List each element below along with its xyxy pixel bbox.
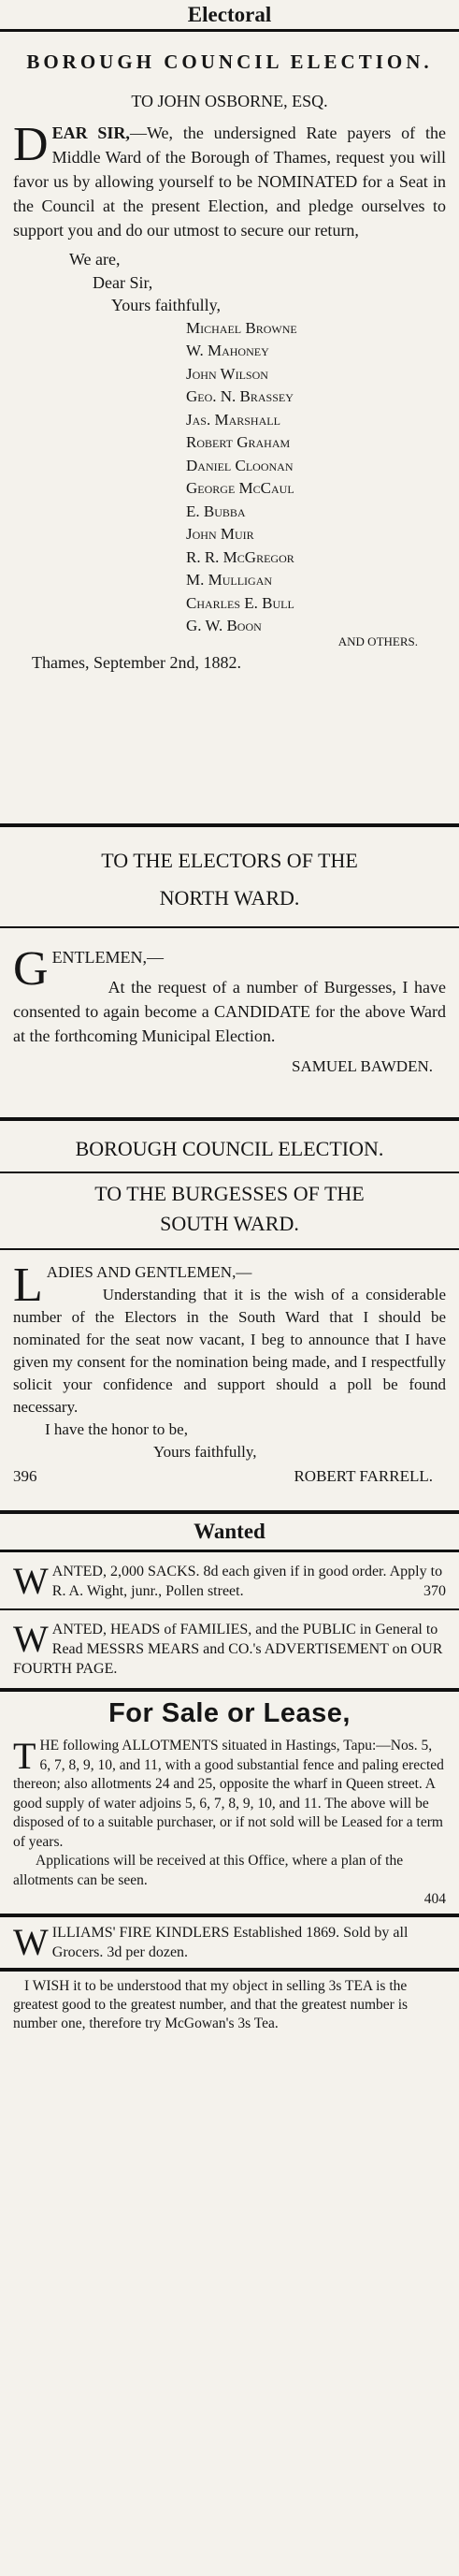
body-text: At the request of a number of Burgesses, I have consented to again become a CANDIDATE for the above Ward at the forthcoming Municipal Election. <box>13 978 446 1045</box>
ref-number: 404 <box>423 1891 446 1907</box>
signatory-name: John Muir <box>186 525 254 543</box>
dropcap: T <box>13 1735 36 1777</box>
body-text: —We, the undersigned Rate payers of the Middle Ward of the Borough of Thames, request you will favor us by allowing yourself to be NOMINATED for a Seat in the Council at the present Election, and pledge ourselves to support you and do our utmost to secure our return, <box>13 124 446 240</box>
forsale-header: For Sale or Lease, <box>108 1698 351 1728</box>
signatory-name: G. W. Boon <box>186 617 262 634</box>
ad-borough-council-middle-ward <box>0 32 459 823</box>
signatory-name: E. Bubba <box>186 502 246 520</box>
honor: I have the honor to be, <box>45 1420 188 1438</box>
ad-subtitle-line1: TO THE BURGESSES OF THE <box>94 1182 365 1205</box>
dateline: Thames, September 2nd, 1882. <box>32 652 241 672</box>
dropcap: W <box>13 1920 49 1963</box>
signatory-name: John Wilson <box>186 364 268 383</box>
ad-body <box>13 118 446 242</box>
ad-text: ILLIAMS' FIRE KINDLERS Established 1869. Sold by all Grocers. 3d per dozen. <box>51 1924 409 1960</box>
dropcap: D <box>13 118 49 171</box>
ad-body <box>13 1261 446 1463</box>
divider <box>0 926 459 928</box>
yours-faithfully: Yours faithfully, <box>111 296 222 314</box>
signatory-name: W. Mahoney <box>186 342 269 359</box>
salutation: ENTLEMEN,— <box>51 948 165 967</box>
wanted-header: Wanted <box>0 1514 459 1552</box>
we-are: We are, <box>69 250 121 269</box>
dropcap: L <box>13 1259 43 1312</box>
ad-wanted-families <box>0 1610 459 1688</box>
ad-text: HE following ALLOTMENTS situated in Hastings, Tapu:—Nos. 5, 6, 7, 8, 9, 10, and 11, with a good substantial fence and paling erected thereon; also allotments 24 and 25, opposite the wharf in Queen street. A good supply of water adjoins 5, 6, 7, 8, 9, 10, and 11. The above will be disposed of to a suitable purchaser, or if not sold will be Leased for a term of years. <box>13 1738 444 1850</box>
ad-forsale <box>0 1735 459 1914</box>
dropcap: W <box>13 1560 49 1602</box>
divider <box>0 1172 459 1173</box>
ad-text: I WISH it to be understood that my object in selling 3s TEA is the greatest good to the greatest number, and that the greatest number is number one, therefore try McGowan's 3s Tea. <box>13 1977 409 2031</box>
signature: SAMUEL BAWDEN. <box>292 1057 433 1075</box>
ad-title: BOROUGH COUNCIL ELECTION. <box>75 1137 384 1160</box>
signatory-name: M. Mulligan <box>186 571 273 589</box>
ad-addressee: TO JOHN OSBORNE, ESQ. <box>131 92 328 110</box>
footer <box>13 1467 446 1486</box>
ad-north-ward <box>0 827 459 1117</box>
ad-text: ANTED, 2,000 SACKS. 8d each given if in good order. Apply to R. A. Wight, junr., Pollen street. <box>51 1564 443 1599</box>
signatory-name: George McCaul <box>186 479 294 497</box>
dear-sir: Dear Sir, <box>93 272 153 292</box>
dropcap: G <box>13 942 49 996</box>
signatory-name: Geo. N. Brassey <box>186 387 294 405</box>
body-start: EAR SIR, <box>51 124 130 142</box>
signatory-name: Charles E. Bull <box>186 593 294 612</box>
ad-subtitle-line2: SOUTH WARD. <box>160 1212 299 1235</box>
signatory-name: Daniel Cloonan <box>186 456 294 474</box>
ad-text: ANTED, HEADS of FAMILIES, and the PUBLIC in General to Read MESSRS MEARS and CO.'s ADVERTISEMENT on OUR FOURTH PAGE. <box>13 1622 443 1677</box>
signature: ROBERT FARRELL. <box>294 1467 433 1485</box>
divider <box>0 1248 459 1250</box>
ad-text-2: Applications will be received at this Office, where a plan of the allotments can be seen. <box>13 1853 404 1888</box>
salutation: ADIES AND GENTLEMEN,— <box>46 1263 252 1281</box>
ref-number: 370 <box>423 1583 446 1599</box>
ref-number: 396 <box>13 1467 37 1485</box>
signatory-list <box>13 317 446 638</box>
signatory-name: R. R. McGregor <box>186 547 294 566</box>
dropcap: W <box>13 1618 49 1660</box>
closing <box>13 248 446 317</box>
ad-title: BOROUGH COUNCIL ELECTION. <box>26 51 433 73</box>
ad-body <box>13 942 446 1048</box>
ad-kindlers <box>0 1917 459 1968</box>
signatory-name: Michael Browne <box>186 318 297 337</box>
body-text: Understanding that it is the wish of a considerable number of the Electors in the South Ward that I should be nominated for the seat now vacant, I beg to announce that I have given my consent for the nomination being made, and I respectfully solicit your confidence and support should a poll be found necessary. <box>13 1286 446 1416</box>
ad-title-line2: NORTH WARD. <box>159 886 300 910</box>
ad-south-ward <box>0 1121 459 1510</box>
ad-title-line1: TO THE ELECTORS OF THE <box>101 849 358 872</box>
yours-faithfully: Yours faithfully, <box>153 1443 257 1461</box>
section-title: Electoral <box>0 0 459 32</box>
signatory-name: Robert Graham <box>186 433 291 451</box>
signatory-name: Jas. Marshall <box>186 410 280 429</box>
ad-wanted-sacks <box>0 1552 459 1608</box>
ad-tea <box>0 1972 459 2043</box>
and-others: AND OTHERS. <box>337 633 418 648</box>
